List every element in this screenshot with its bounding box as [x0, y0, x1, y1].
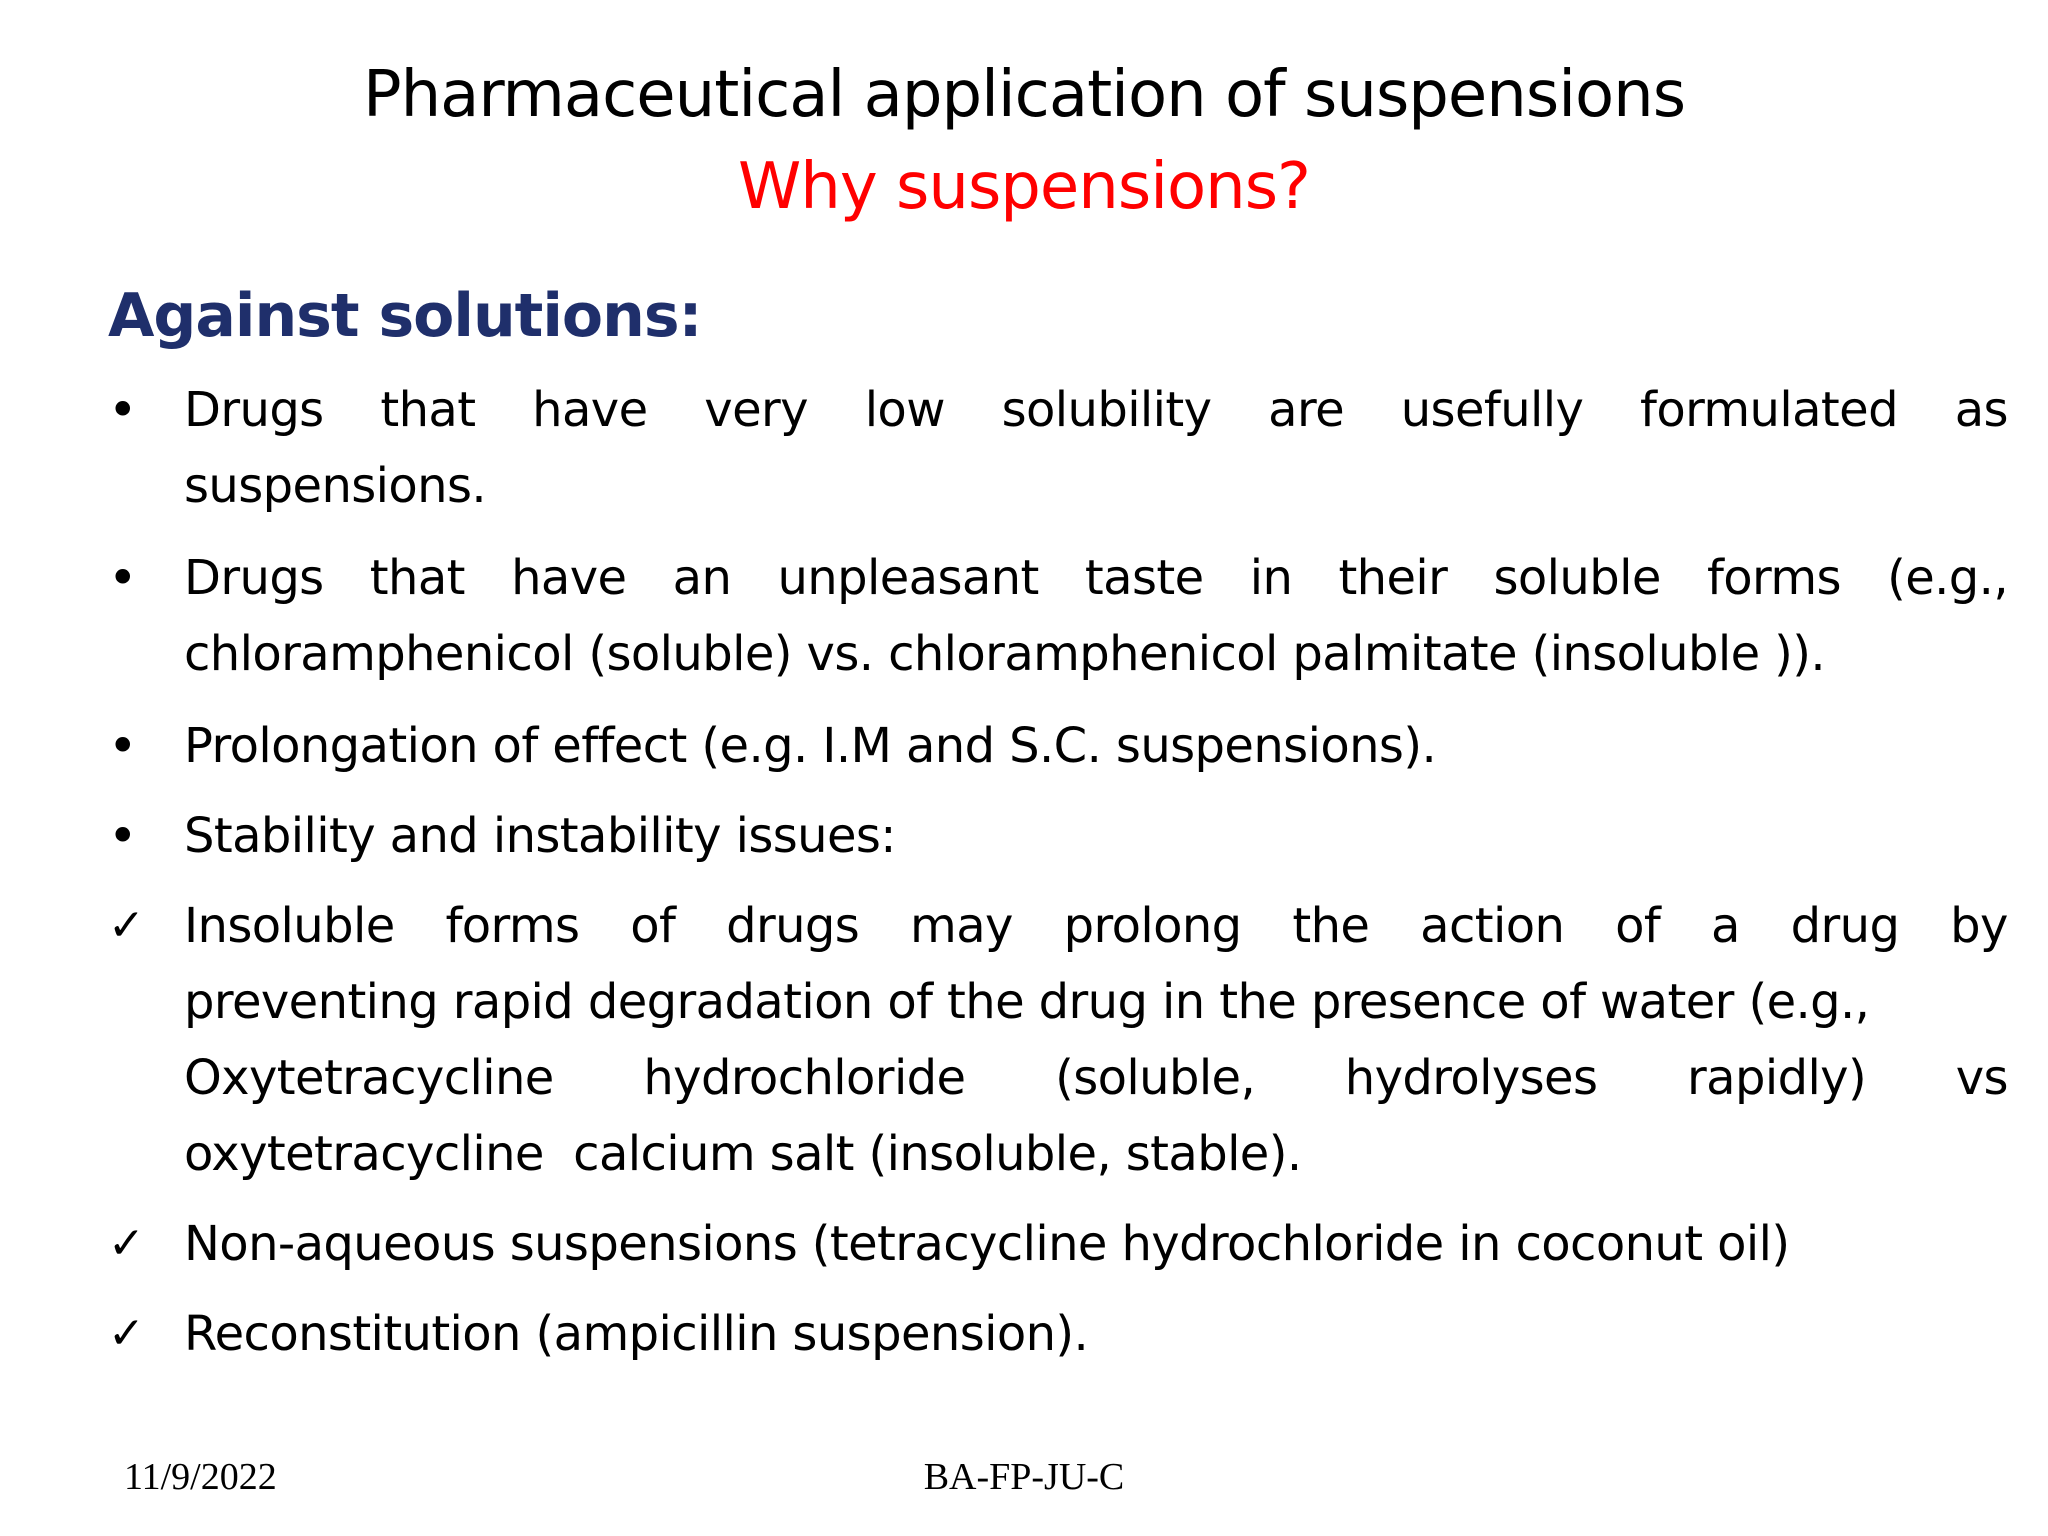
- word: have: [511, 550, 627, 606]
- word: rapidly): [1687, 1050, 1867, 1106]
- word: have: [532, 382, 648, 438]
- bullet-icon: •: [108, 717, 138, 775]
- word: drug: [1790, 898, 1900, 954]
- word: taste: [1084, 550, 1204, 606]
- word: as: [1954, 382, 2008, 438]
- word: low: [864, 382, 945, 438]
- list-item-text-line: preventing rapid degradation of the drug in the presence of water (e.g.,: [184, 974, 1870, 1030]
- list-item-text-line: Non-aqueous suspensions (tetracycline hydrochloride in coconut oil): [184, 1216, 1790, 1272]
- word: Insoluble: [184, 898, 395, 954]
- word: their: [1338, 550, 1448, 606]
- word: that: [380, 382, 476, 438]
- word: may: [910, 898, 1013, 954]
- list-item-text-line: [184, 888, 2008, 964]
- section-heading: Against solutions:: [108, 281, 702, 351]
- word: forms: [1706, 550, 1841, 606]
- bullet-icon: •: [108, 549, 138, 607]
- list-item-text-line: chloramphenicol (soluble) vs. chloramphenicol palmitate (insoluble )).: [184, 626, 1826, 682]
- list-item-text-line: [184, 372, 2008, 448]
- word: action: [1420, 898, 1565, 954]
- word: very: [704, 382, 808, 438]
- list-item-text-line: [184, 540, 2008, 616]
- word: of: [1615, 898, 1661, 954]
- word: that: [369, 550, 465, 606]
- slide-title: Pharmaceutical application of suspensions: [362, 58, 1686, 132]
- word: formulated: [1640, 382, 1898, 438]
- word: (e.g.,: [1887, 550, 2008, 606]
- word: are: [1268, 382, 1344, 438]
- word: a: [1711, 898, 1740, 954]
- word: solubility: [1001, 382, 1212, 438]
- word: drugs: [726, 898, 860, 954]
- word: forms: [445, 898, 580, 954]
- word: hydrolyses: [1344, 1050, 1598, 1106]
- list-item-text-line: [184, 1040, 2008, 1116]
- word: the: [1292, 898, 1370, 954]
- list-item-text-line: oxytetracycline calcium salt (insoluble, stable).: [184, 1126, 1302, 1182]
- word: usefully: [1400, 382, 1584, 438]
- word: of: [630, 898, 676, 954]
- word: vs: [1955, 1050, 2008, 1106]
- checkmark-icon: ✓: [108, 1218, 145, 1269]
- slide-subtitle: Why suspensions?: [737, 150, 1311, 224]
- word: Oxytetracycline: [184, 1050, 554, 1106]
- word: soluble: [1493, 550, 1661, 606]
- list-item-text-line: suspensions.: [184, 458, 487, 514]
- checkmark-icon: ✓: [108, 900, 145, 951]
- footer-date: 11/9/2022: [124, 1456, 277, 1498]
- word: prolong: [1063, 898, 1242, 954]
- word: hydrochloride: [643, 1050, 966, 1106]
- list-item-text-line: Stability and instability issues:: [184, 808, 896, 864]
- word: unpleasant: [777, 550, 1039, 606]
- word: Drugs: [184, 550, 324, 606]
- word: an: [672, 550, 732, 606]
- list-item-text-line: Reconstitution (ampicillin suspension).: [184, 1306, 1089, 1362]
- checkmark-icon: ✓: [108, 1308, 145, 1359]
- list-item-text-line: Prolongation of effect (e.g. I.M and S.C. suspensions).: [184, 718, 1437, 774]
- bullet-icon: •: [108, 807, 138, 865]
- footer-code: BA-FP-JU-C: [923, 1456, 1125, 1498]
- word: (soluble,: [1055, 1050, 1256, 1106]
- bullet-icon: •: [108, 381, 138, 439]
- word: in: [1249, 550, 1293, 606]
- word: by: [1950, 898, 2008, 954]
- word: Drugs: [184, 382, 324, 438]
